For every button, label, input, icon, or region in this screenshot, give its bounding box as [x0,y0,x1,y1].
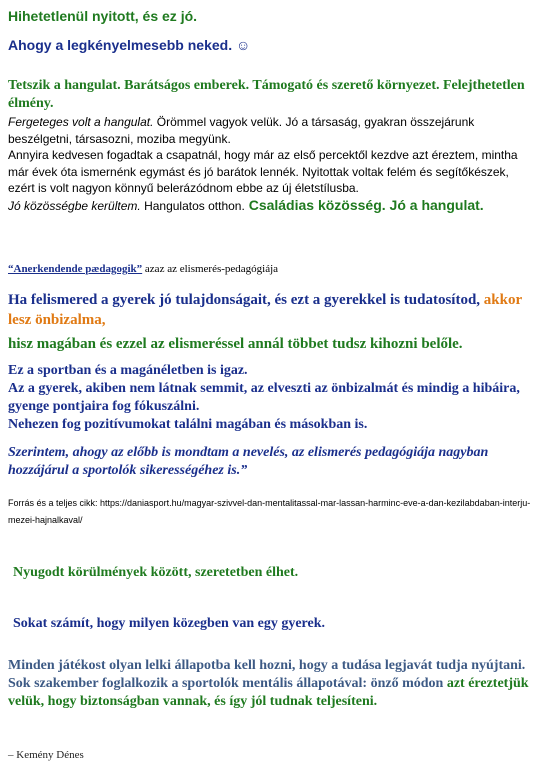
heading-comfortable: Ahogy a legkényelmesebb neked. ☺ [8,37,251,53]
pedagogy-link-suffix: azaz az elismerés-pedagógiája [142,263,279,275]
keny-quote-part-2: Sok szakember foglalkozik a sportolók mentális állapotával: önző módon [8,676,447,691]
keny-quote [8,657,533,711]
sport-life-line-1: Ez a sportban és a magánéletben is igaz. [8,363,248,378]
testimonial-text-2: Annyira kedvesen fogadtak a csapatnál, hogy már az első percektől kezdve azt éreztem, mintha már évek óta ismernénk egymást és jó barátok lennék. Nyitottak voltak felém és segítőkészek, ezért is volt nagyon könnyű belerázódnom ebbe az új életstílusba. [8,148,518,195]
pedagogy-title-line [8,263,533,275]
sport-life-line-2: Az a gyerek, akiben nem látnak semmit, az elveszti az önbizalmát és mindig a hibáira, gyenge pontjaira fog fókuszálni. [8,381,520,414]
calm-environment-line: Nyugodt körülmények között, szeretetben élhet. [13,565,299,580]
heading-atmosphere: Tetszik a hangulat. Barátságos emberek. Támogató és szerető környezet. Felejthetetlen élmény. [8,78,525,111]
recognition-followup: hisz magában és ezzel az elismeréssel annál többet tudsz kihozni belőle. [8,336,463,352]
recognition-text: Ha felismered a gyerek jó tulajdonságait, és ezt a gyerekkel is tudatosítod, [8,292,484,308]
keny-quote-part-1: Minden játékost olyan lelki állapotba kell hozni, hogy a tudása legjavát tudja nyújtani. [8,658,526,673]
source-citation[interactable]: Forrás és a teljes cikk: https://daniasport.hu/magyar-szivvel-dan-mentalitassal-mar-lassan-harminc-eve-a-dan-kezilabdaban-interju-mezei-hajnalkaval/ [8,498,531,525]
keny-quote-part-3: azt éreztetjük velük, hogy biztonságban vannak, és így jól tudnak teljesíteni. [8,676,529,709]
environment-matters-line: Sokat számít, hogy milyen közegben van egy gyerek. [13,616,326,631]
quote-author: – Kemény Dénes [8,749,84,761]
testimonial-italic-2: Jó közösségbe kerültem. [8,198,141,213]
sport-life-line-3: Nehezen fog pozitívumokat találni magában és másokban is. [8,417,368,432]
opinion-quote: Szerintem, ahogy az előbb is mondtam a nevelés, az elismerés pedagógiája nagyban hozzájárul a sportolók sikerességéhez is.” [8,445,489,478]
testimonial-text-3: Hangulatos otthon. [140,198,245,213]
testimonial-italic-1: Fergeteges volt a hangulat. [8,115,154,129]
testimonial-highlight: Családias közösség. Jó a hangulat. [244,196,484,213]
recognition-highlight: akkor lesz önbizalma, [8,292,522,328]
testimonial-paragraph [8,114,533,214]
sport-life-paragraph [8,362,533,434]
pedagogy-link[interactable]: “Anerkendende pædagogik” [8,263,143,275]
testimonial-text-1: Örömmel vagyok velük. Jó a társaság, gyakran összejárunk beszélgetni, társasozni, moziba megyünk. [8,115,475,146]
heading-open: Hihetetlenül nyitott, és ez jó. [8,8,198,24]
recognition-paragraph [8,290,533,330]
